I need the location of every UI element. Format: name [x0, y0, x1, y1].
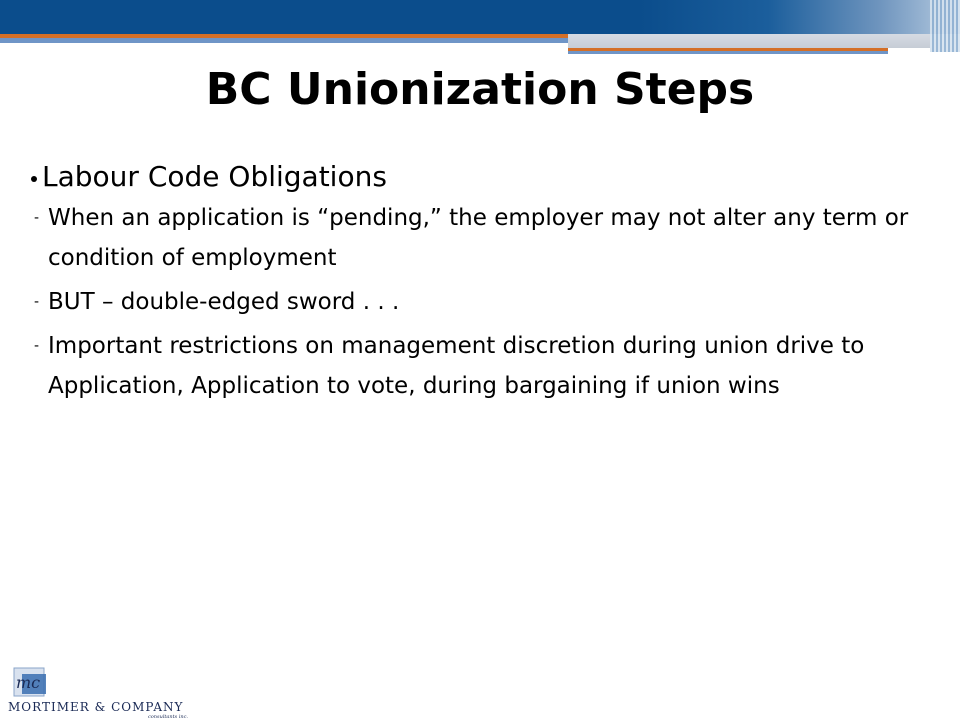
logo-mark-text: mc	[16, 673, 41, 692]
sub-bullet-item	[28, 282, 938, 322]
sub-bullet-text: BUT – double-edged sword . . .	[48, 289, 400, 315]
bullet-text: Labour Code Obligations	[42, 160, 387, 193]
slide-content	[28, 158, 938, 410]
top-band-stripes	[930, 0, 960, 52]
blue-accent-line	[0, 38, 568, 43]
dash-bullet-icon: -	[34, 294, 40, 310]
blue-accent-line-right	[568, 51, 888, 54]
top-band-gradient	[640, 0, 960, 34]
gray-accent-band	[568, 34, 930, 48]
bullet-item	[28, 158, 938, 196]
slide-title: BC Unionization Steps	[205, 64, 755, 115]
company-logo	[8, 664, 208, 718]
dash-bullet-icon: -	[34, 338, 40, 354]
logo-company-subtitle: consultants inc.	[148, 714, 188, 720]
bullet-dot-icon	[31, 176, 37, 182]
logo-mark-icon	[12, 664, 48, 700]
logo-company-name: MORTIMER & COMPANY	[8, 700, 184, 714]
sub-bullet-text: When an application is “pending,” the employer may not alter any term or condition of employment	[48, 205, 909, 271]
sub-bullet-item	[28, 198, 938, 278]
sub-bullet-text: Important restrictions on management discretion during union drive to Application, Application to vote, during bargaining if union wins	[48, 333, 865, 399]
sub-bullet-item	[28, 326, 938, 406]
dash-bullet-icon: -	[34, 210, 40, 226]
